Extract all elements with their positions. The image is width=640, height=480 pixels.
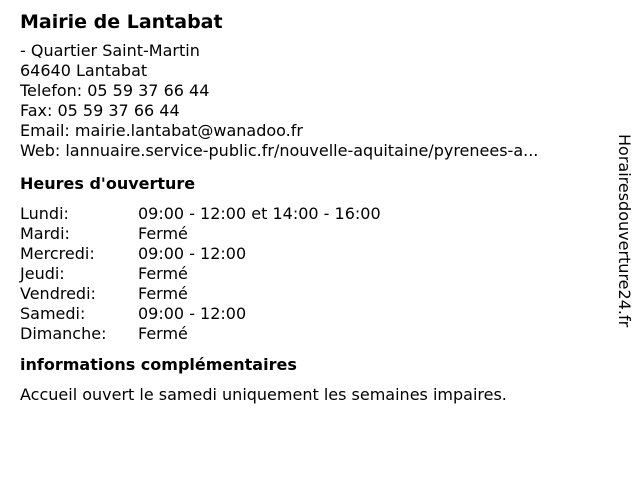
- day-label: Mardi:: [20, 224, 70, 243]
- hours-row-monday: [20, 204, 600, 224]
- additional-info-text: Accueil ouvert le samedi uniquement les semaines impaires.: [20, 385, 507, 404]
- contact-block: [20, 41, 600, 161]
- day-label: Mercredi:: [20, 244, 95, 263]
- hours-row-tuesday: [20, 224, 600, 244]
- day-hours: Fermé: [138, 324, 188, 343]
- day-hours: Fermé: [138, 284, 188, 303]
- day-label: Dimanche:: [20, 324, 107, 343]
- hours-row-saturday: [20, 304, 600, 324]
- day-label: Samedi:: [20, 304, 86, 323]
- day-hours: Fermé: [138, 224, 188, 243]
- site-watermark: Horairesdouverture24.fr: [615, 134, 634, 328]
- postal-city-line: 64640 Lantabat: [20, 61, 148, 80]
- opening-hours-table: [20, 204, 600, 344]
- page-title: Mairie de Lantabat: [20, 11, 223, 33]
- day-hours: 09:00 - 12:00: [138, 244, 247, 263]
- day-label: Lundi:: [20, 204, 69, 223]
- hours-row-friday: [20, 284, 600, 304]
- day-hours: Fermé: [138, 264, 188, 283]
- email-line: Email: mairie.lantabat@wanadoo.fr: [20, 121, 303, 140]
- phone-line: Telefon: 05 59 37 66 44: [20, 81, 210, 100]
- fax-line: Fax: 05 59 37 66 44: [20, 101, 180, 120]
- day-hours: 09:00 - 12:00 et 14:00 - 16:00: [138, 204, 381, 223]
- opening-hours-heading: Heures d'ouverture: [20, 174, 196, 193]
- address-line: - Quartier Saint-Martin: [20, 41, 200, 60]
- day-label: Vendredi:: [20, 284, 96, 303]
- hours-row-thursday: [20, 264, 600, 284]
- web-line: Web: lannuaire.service-public.fr/nouvelle-aquitaine/pyrenees-a...: [20, 141, 539, 160]
- day-hours: 09:00 - 12:00: [138, 304, 247, 323]
- main-content: [20, 10, 600, 405]
- day-label: Jeudi:: [20, 264, 65, 283]
- hours-row-wednesday: [20, 244, 600, 264]
- additional-info-heading: informations complémentaires: [20, 355, 297, 374]
- hours-row-sunday: [20, 324, 600, 344]
